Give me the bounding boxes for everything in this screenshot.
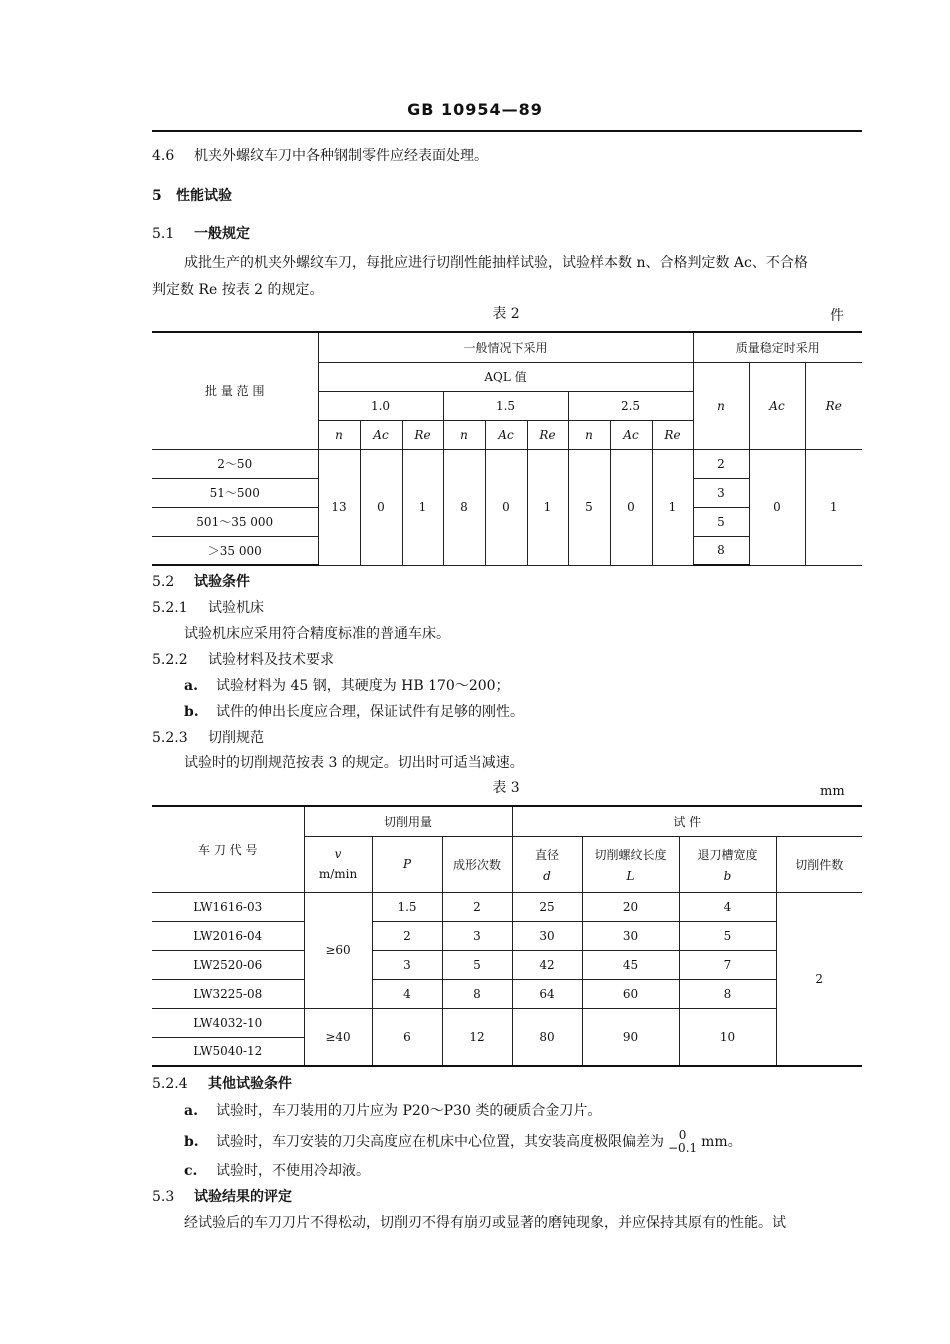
table2-range: ＞35 000 <box>152 536 318 565</box>
table3-count-header: 切削件数 <box>776 836 862 892</box>
table3-b: 7 <box>679 950 776 979</box>
groove-symbol: b <box>723 868 732 883</box>
clause-number: 5.3 <box>152 1189 175 1205</box>
table3-passes: 12 <box>442 1008 512 1066</box>
table3-cutting-header: 切削用量 <box>304 806 512 836</box>
v-symbol: v <box>334 847 342 861</box>
table3-L: 90 <box>582 1008 679 1066</box>
thread-symbol: L <box>626 868 635 883</box>
table3-passes: 2 <box>442 892 512 921</box>
tolerance-fraction <box>668 1129 697 1155</box>
clause-5-2-2-b <box>184 702 524 722</box>
table2-general-header: 一般情况下采用 <box>318 332 693 362</box>
table2-batch-header: 批 量 范 围 <box>152 332 318 449</box>
table3-L: 30 <box>582 921 679 950</box>
section-title: 性能试验 <box>176 188 232 204</box>
table2-stable-ac: 0 <box>749 449 805 565</box>
table3-code-header: 车 刀 代 号 <box>152 806 304 892</box>
table3-code: LW2016-04 <box>152 921 304 950</box>
clause-number: 5.2.1 <box>152 600 188 616</box>
table3-b: 5 <box>679 921 776 950</box>
clause-5-1-line1: 成批生产的机夹外螺纹车刀，每批应进行切削性能抽样试验，试验样本数 n、合格判定数 Ac、不合格 <box>184 255 808 271</box>
table2-value: 0 <box>485 449 527 565</box>
table3-p: 3 <box>372 950 442 979</box>
tolerance-upper: 0 <box>678 1128 687 1142</box>
table3-d: 30 <box>512 921 582 950</box>
table3-b: 8 <box>679 979 776 1008</box>
table2-stable-n: 8 <box>693 536 749 565</box>
clause-number: 4.6 <box>152 148 175 164</box>
item-label: b. <box>184 1134 199 1150</box>
section-number: 5 <box>152 188 162 204</box>
table2-sub-n: n <box>568 420 610 449</box>
table2-sub-ac: Ac <box>485 420 527 449</box>
table2-value: 0 <box>360 449 402 565</box>
item-label: b. <box>184 704 199 720</box>
header-rule <box>152 130 862 132</box>
table2-stable-header: 质量稳定时采用 <box>693 332 862 362</box>
tolerance-lower: −0.1 <box>668 1141 698 1155</box>
item-text: 试验时，车刀装用的刀片应为 P20～P30 类的硬质合金刀片。 <box>216 1103 602 1119</box>
clause-title: 试验材料及技术要求 <box>208 652 334 668</box>
clause-5-2-4-b <box>184 1124 742 1160</box>
item-label: a. <box>184 1103 198 1119</box>
table2-value: 13 <box>318 449 360 565</box>
table3-passes: 8 <box>442 979 512 1008</box>
thread-label: 切削螺纹长度 <box>594 847 667 862</box>
table3-code: LW2520-06 <box>152 950 304 979</box>
table2-sub-ac: Ac <box>610 420 652 449</box>
table2-sub-n: n <box>443 420 485 449</box>
table3-p: 2 <box>372 921 442 950</box>
clause-5-2-3-heading <box>152 728 264 748</box>
table2-caption: 表 2 <box>492 306 520 322</box>
table3-d: 64 <box>512 979 582 1008</box>
table3-diam-header <box>512 836 582 892</box>
table3-b: 10 <box>679 1008 776 1066</box>
table3-caption: 表 3 <box>492 780 520 796</box>
table2-value: 1 <box>527 449 568 565</box>
clause-5-2-1-text: 试验机床应采用符合精度标准的普通车床。 <box>184 626 450 642</box>
table3-workpiece-header: 试 件 <box>512 806 862 836</box>
table3-unit: mm <box>820 784 845 799</box>
table3-p: 1.5 <box>372 892 442 921</box>
table2-sub-n: n <box>318 420 360 449</box>
table2-aql-1-0: 1.0 <box>318 391 443 420</box>
table3-code: LW1616-03 <box>152 892 304 921</box>
table3-thread-header <box>582 836 679 892</box>
clause-5-1-heading <box>152 224 250 244</box>
table2-stable-re-header: Re <box>805 362 862 449</box>
clause-title: 切削规范 <box>208 730 264 746</box>
table3-d: 42 <box>512 950 582 979</box>
clause-5-2-4-heading <box>152 1074 292 1094</box>
clause-title: 试验结果的评定 <box>194 1189 292 1205</box>
item-text: 试验时，不使用冷却液。 <box>216 1163 370 1179</box>
table2-aql-2-5: 2.5 <box>568 391 693 420</box>
section-5-heading <box>152 186 232 206</box>
table2-value: 0 <box>610 449 652 565</box>
table2-sub-re: Re <box>527 420 568 449</box>
clause-text: 机夹外螺纹车刀中各种钢制零件应经表面处理。 <box>194 148 488 164</box>
clause-number: 5.2.4 <box>152 1076 188 1092</box>
table3-code: LW4032-10 <box>152 1008 304 1037</box>
clause-4-6 <box>152 146 488 166</box>
table2-stable-n-header: n <box>693 362 749 449</box>
table2-sub-re: Re <box>652 420 693 449</box>
diam-symbol: d <box>543 868 551 883</box>
table2-range: 501～35 000 <box>152 507 318 536</box>
table2-stable-n: 3 <box>693 478 749 507</box>
table2-aql-1-5: 1.5 <box>443 391 568 420</box>
table3-passes: 3 <box>442 921 512 950</box>
table3-L: 20 <box>582 892 679 921</box>
table-2 <box>152 331 862 566</box>
table3-passes: 5 <box>442 950 512 979</box>
table-3 <box>152 805 862 1067</box>
groove-label: 退刀槽宽度 <box>697 847 758 862</box>
table2-stable-re: 1 <box>805 449 862 565</box>
table2-aql-header: AQL 值 <box>318 362 693 391</box>
table3-L: 60 <box>582 979 679 1008</box>
table3-L: 45 <box>582 950 679 979</box>
clause-5-2-3-text: 试验时的切削规范按表 3 的规定。切出时可适当减速。 <box>184 755 524 771</box>
table2-value: 8 <box>443 449 485 565</box>
tolerance-unit: mm。 <box>701 1134 742 1150</box>
table3-v: ≥40 <box>304 1008 372 1066</box>
table3-count: 2 <box>776 892 862 1066</box>
diam-label: 直径 <box>534 847 559 862</box>
v-unit: m/min <box>318 867 358 881</box>
clause-5-2-2-a <box>184 676 510 696</box>
table3-b: 4 <box>679 892 776 921</box>
table3-passes-header: 成形次数 <box>442 836 512 892</box>
clause-title: 其他试验条件 <box>208 1076 292 1092</box>
table2-stable-n: 5 <box>693 507 749 536</box>
table2-value: 1 <box>652 449 693 565</box>
table3-p: 6 <box>372 1008 442 1066</box>
table2-stable-ac-header: Ac <box>749 362 805 449</box>
clause-number: 5.2 <box>152 574 175 590</box>
item-text: 试件的伸出长度应合理，保证试件有足够的刚性。 <box>216 704 524 720</box>
table3-p: 4 <box>372 979 442 1008</box>
table3-code: LW3225-08 <box>152 979 304 1008</box>
clause-5-3-heading <box>152 1187 292 1207</box>
clause-title: 试验机床 <box>208 600 264 616</box>
clause-5-2-4-c <box>184 1161 370 1181</box>
item-text: 试验时，车刀安装的刀尖高度应在机床中心位置，其安装高度极限偏差为 <box>216 1134 664 1150</box>
standard-code: GB 10954—89 <box>407 100 543 119</box>
table3-d: 80 <box>512 1008 582 1066</box>
clause-number: 5.1 <box>152 226 175 242</box>
table3-v: ≥60 <box>304 892 372 1008</box>
clause-5-3-text: 经试验后的车刀刀片不得松动，切削刃不得有崩刃或显著的磨钝现象，并应保持其原有的性能。试 <box>184 1215 786 1231</box>
clause-title: 试验条件 <box>194 574 250 590</box>
table3-groove-header <box>679 836 776 892</box>
table2-value: 1 <box>402 449 443 565</box>
clause-5-1-line2: 判定数 Re 按表 2 的规定。 <box>152 282 324 298</box>
clause-5-2-heading <box>152 572 250 592</box>
table3-v-header <box>304 836 372 892</box>
clause-title: 一般规定 <box>194 226 250 242</box>
table2-range: 51～500 <box>152 478 318 507</box>
table3-p-header: P <box>372 836 442 892</box>
clause-5-2-4-a <box>184 1101 601 1121</box>
table2-stable-n: 2 <box>693 449 749 478</box>
table2-sub-re: Re <box>402 420 443 449</box>
table2-unit: 件 <box>830 308 844 324</box>
clause-5-2-2-heading <box>152 650 334 670</box>
table3-code: LW5040-12 <box>152 1037 304 1066</box>
item-label: c. <box>184 1163 198 1179</box>
table3-d: 25 <box>512 892 582 921</box>
item-text: 试验材料为 45 钢，其硬度为 HB 170～200； <box>216 678 510 694</box>
item-label: a. <box>184 678 198 694</box>
clause-number: 5.2.3 <box>152 730 188 746</box>
table2-range: 2～50 <box>152 449 318 478</box>
clause-5-2-1-heading <box>152 598 264 618</box>
clause-number: 5.2.2 <box>152 652 188 668</box>
table2-value: 5 <box>568 449 610 565</box>
table2-sub-ac: Ac <box>360 420 402 449</box>
